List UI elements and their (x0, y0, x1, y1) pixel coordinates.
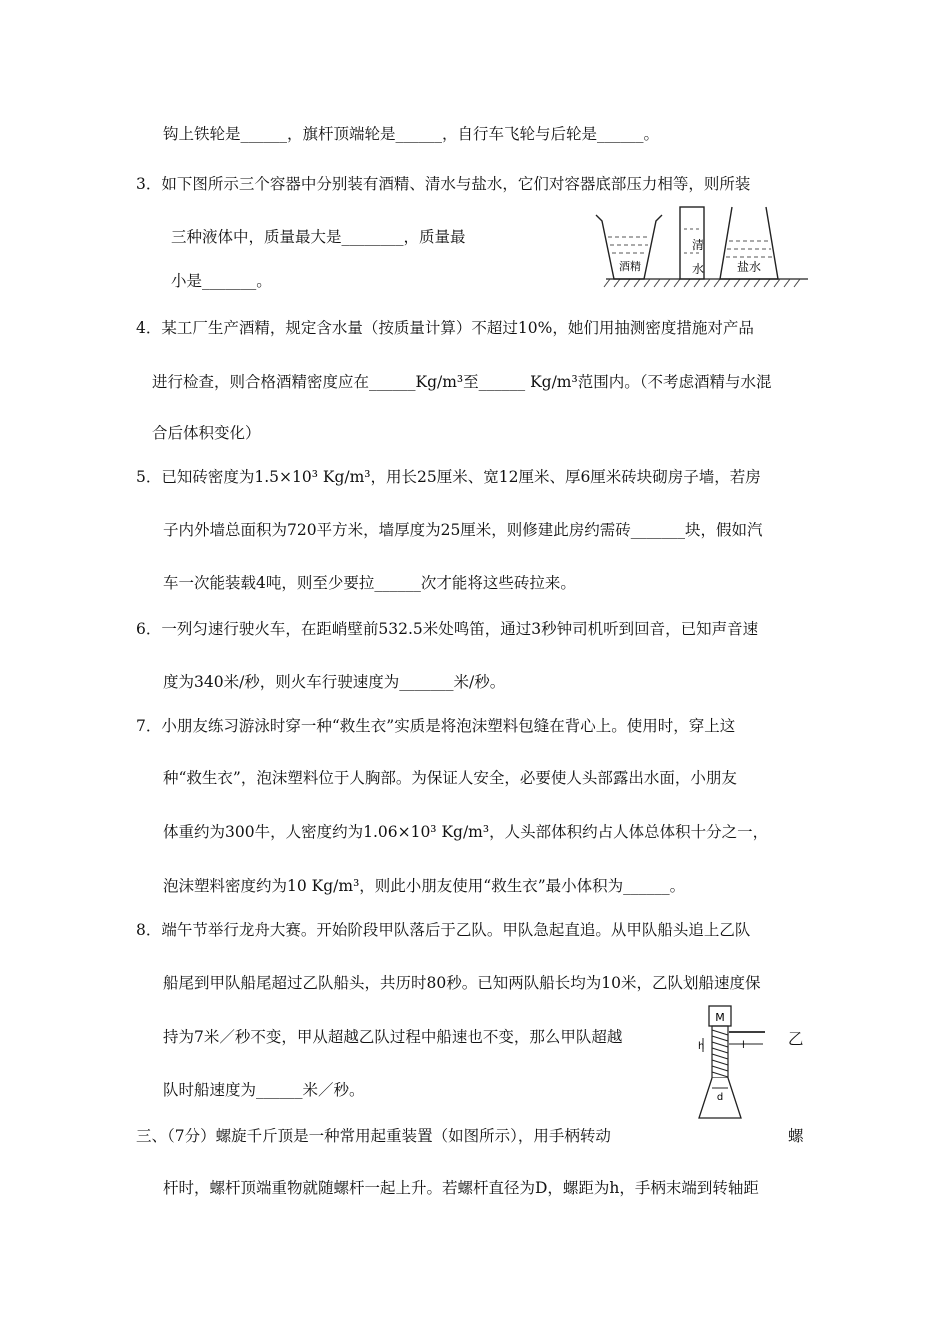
label-m: M (715, 1011, 725, 1024)
label-d: d (716, 1092, 724, 1103)
question-8-line-3: 持为7米／秒不变，甲从超越乙队过程中船速也不变，那么甲队超越 (163, 1028, 623, 1046)
containers-figure (592, 203, 816, 291)
question-3-line-2: 三种液体中，质量最大是________，质量最 (171, 228, 466, 246)
question-7-line-4: 泡沫塑料密度约为10 Kg/m³，则此小朋友使用“救生衣”最小体积为______。 (163, 877, 686, 895)
question-4-line-3: 合后体积变化） (152, 424, 261, 442)
question-9-line-2: 杆时，螺杆顶端重物就随螺杆一起上升。若螺杆直径为D，螺距为h，手柄末端到转轴距 (163, 1179, 759, 1197)
question-8-line-1: 8．端午节举行龙舟大赛。开始阶段甲队落后于乙队。甲队急起直追。从甲队船头追上乙队 (136, 921, 751, 939)
label-h: h (698, 1041, 705, 1052)
label-salt-water: 盐水 (736, 260, 762, 274)
question-6-line-1: 6．一列匀速行驶火车，在距峭壁前532.5米处鸣笛，通过3秒钟司机听到回音，已知声音速 (136, 620, 759, 638)
svg-text:水: 水 (691, 262, 705, 276)
question-7-line-2: 种“救生衣”，泡沫塑料位于人胸部。为保证人安全，必要使人头部露出水面，小朋友 (163, 769, 737, 787)
question-3-line-1: 3．如下图所示三个容器中分别装有酒精、清水与盐水，它们对容器底部压力相等，则所装 (136, 175, 751, 193)
label-l: l (742, 1040, 745, 1051)
question-5-line-1: 5．已知砖密度为1.5×10³ Kg/m³，用长25厘米、宽12厘米、厚6厘米砖块砌房子墙，若房 (136, 468, 761, 486)
question-9-line-1: 三、（7分）螺旋千斤顶是一种常用起重装置（如图所示），用手柄转动 (136, 1127, 611, 1145)
question-5-line-3: 车一次能装载4吨，则至少要拉______次才能将这些砖拉来。 (163, 574, 576, 592)
question-7-line-1: 7．小朋友练习游泳时穿一种“救生衣”实质是将泡沫塑料包缝在背心上。使用时，穿上这 (136, 717, 736, 735)
text-line-1: 钩上铁轮是______，旗杆顶端轮是______，自行车飞轮与后轮是______。 (163, 125, 660, 143)
question-4-line-1: 4．某工厂生产酒精，规定含水量（按质量计算）不超过10%，她们用抽测密度措施对产品 (136, 319, 754, 337)
question-7-line-3: 体重约为300牛，人密度约为1.06×10³ Kg/m³，人头部体积约占人体总体积十分之一， (163, 823, 769, 841)
question-8-line-2: 船尾到甲队船尾超过乙队船头，共历时80秒。已知两队船长均为10米，乙队划船速度保 (163, 974, 761, 992)
question-8-line-3-end: 乙 (788, 1030, 804, 1048)
question-8-line-4: 队时船速度为______米／秒。 (163, 1081, 365, 1099)
label-alcohol: 酒精 (619, 260, 641, 273)
screw-jack-figure (695, 1002, 775, 1124)
label-water: 清 (691, 238, 705, 252)
question-4-line-2: 进行检查，则合格酒精密度应在______Kg/m³至______ Kg/m³范围内。（不考虑酒精与水混 (152, 373, 772, 391)
question-5-line-2: 子内外墙总面积为720平方米，墙厚度为25厘米，则修建此房约需砖_______块，假如汽 (163, 521, 763, 539)
question-9-line-1-end: 螺 (788, 1127, 804, 1145)
question-6-line-2: 度为340米/秒，则火车行驶速度为_______米/秒。 (163, 673, 506, 691)
question-3-line-3: 小是_______。 (171, 272, 272, 290)
